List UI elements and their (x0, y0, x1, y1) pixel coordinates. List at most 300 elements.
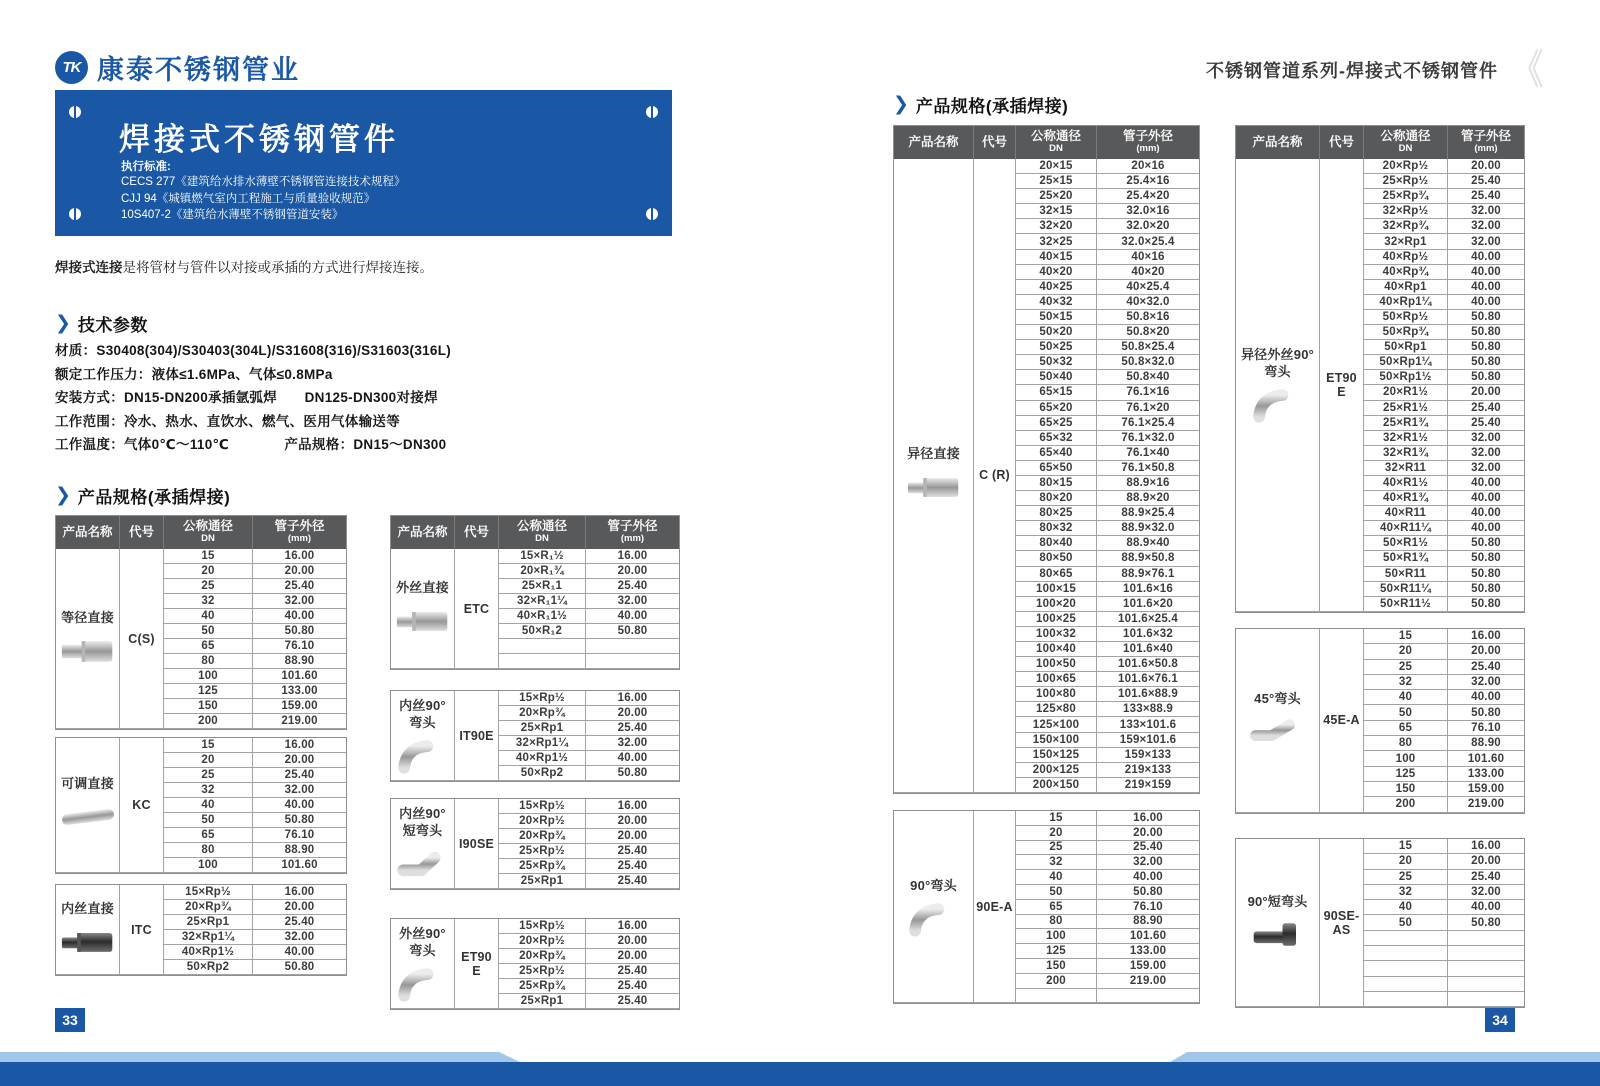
product-name-cell (894, 811, 974, 1003)
cell-od: 20.00 (586, 706, 679, 721)
cell-dn: 80×15 (1016, 476, 1097, 491)
cell-od: 101.6×40 (1097, 642, 1199, 657)
cell-od: 40.00 (1448, 521, 1524, 536)
product-name: 外丝90°弯头 (399, 926, 446, 958)
cell-od: 25.40 (1448, 660, 1524, 675)
cell-od: 133.00 (253, 684, 346, 699)
cell-od: 40.00 (1448, 295, 1524, 310)
cell-od: 20×16 (1097, 159, 1199, 174)
cell-dn: 80 (1016, 915, 1097, 930)
cell-dn: 50×Rp1¼ (1364, 355, 1448, 370)
cell-dn (1364, 961, 1448, 976)
cell-od: 25.40 (1448, 189, 1524, 204)
cell-dn: 100×80 (1016, 687, 1097, 702)
spec-table-equal-coupling (55, 515, 347, 730)
cell-dn: 150×100 (1016, 733, 1097, 748)
cell-dn: 100×65 (1016, 672, 1097, 687)
cell-od (586, 654, 679, 669)
spec-table-male-coupling (390, 515, 680, 670)
cell-od: 50.8×40 (1097, 370, 1199, 385)
col-header-od: 管子外径 (mm) (274, 519, 325, 545)
cell-dn: 40×Rp¾ (1364, 265, 1448, 280)
product-code: IT90E (455, 691, 499, 781)
cell-od: 25.40 (586, 579, 679, 594)
cell-dn: 25×R₁1 (499, 579, 586, 594)
product-photo (59, 924, 117, 960)
cell-od: 50.8×20 (1097, 325, 1199, 340)
cell-od: 133.00 (1448, 767, 1524, 782)
cell-od: 20.00 (586, 934, 679, 949)
cell-od: 40.00 (1448, 250, 1524, 265)
cell-od: 32.00 (1448, 219, 1524, 234)
cell-od: 88.90 (253, 654, 346, 669)
cell-od: 40.00 (1097, 870, 1199, 885)
cell-od: 50.80 (586, 624, 679, 639)
cell-dn: 50×20 (1016, 325, 1097, 340)
section-heading-text: 技术参数 (77, 316, 148, 335)
reducer-fitting-photo (905, 469, 963, 505)
product-name: 等径直接 (61, 609, 114, 625)
product-code: C(S) (120, 549, 164, 729)
col-header-od: 管子外径 (mm) (1460, 129, 1511, 155)
cell-dn: 50×32 (1016, 355, 1097, 370)
cell-dn: 50×40 (1016, 370, 1097, 385)
cell-od: 50.8×16 (1097, 310, 1199, 325)
cell-dn: 65×20 (1016, 401, 1097, 416)
coin-icon (646, 208, 658, 220)
tech-line: 材质：S30408(304)/S30403(304L)/S31608(316)/S31603(316L) (55, 343, 452, 358)
product-photo (59, 799, 117, 835)
cell-dn: 125 (1364, 767, 1448, 782)
cell-dn: 125 (164, 684, 253, 699)
cell-dn: 50×Rp1 (1364, 340, 1448, 355)
cell-od: 32.00 (586, 594, 679, 609)
cell-dn (1364, 946, 1448, 961)
cell-dn (499, 654, 586, 669)
cell-dn: 40×R₁1½ (499, 609, 586, 624)
product-photo (1249, 917, 1307, 953)
spec-table-female-elbow (390, 690, 680, 782)
cell-od: 32.0×20 (1097, 219, 1199, 234)
table-header-row (1236, 126, 1524, 159)
product-photo (394, 738, 452, 774)
standards-list (121, 174, 405, 224)
intro-rest: 是将管材与管件以对接或承插的方式进行焊接连接。 (122, 260, 433, 275)
cell-od: 76.10 (1448, 721, 1524, 736)
cell-dn: 25×Rp¾ (499, 979, 586, 994)
cell-dn: 50×R1½ (1364, 536, 1448, 551)
cell-od: 32.00 (1448, 675, 1524, 690)
cell-od: 20.00 (586, 829, 679, 844)
cell-od: 50.80 (1448, 340, 1524, 355)
cell-od: 50.80 (1448, 370, 1524, 385)
cell-dn: 80 (164, 654, 253, 669)
elbowShort-fitting-photo (394, 846, 452, 882)
cell-od: 133.00 (1097, 944, 1199, 959)
section-arrow-icon: ❯ (55, 313, 71, 334)
cell-od: 133×101.6 (1097, 717, 1199, 732)
cell-dn: 50 (164, 624, 253, 639)
cell-dn: 100 (1016, 929, 1097, 944)
intro-paragraph (55, 256, 433, 276)
cell-od: 16.00 (586, 799, 679, 814)
cell-od: 50.80 (1448, 915, 1524, 930)
cell-od: 40.00 (1448, 900, 1524, 915)
cell-dn: 25×Rp1 (164, 915, 253, 930)
section-heading-spec-left (55, 483, 230, 508)
product-code: 90E-A (974, 811, 1016, 1003)
cell-dn: 125×80 (1016, 702, 1097, 717)
cell-dn: 20×Rp¾ (164, 900, 253, 915)
cell-od: 219×159 (1097, 778, 1199, 793)
cell-od: 101.6×25.4 (1097, 612, 1199, 627)
cell-od: 101.60 (253, 669, 346, 684)
cell-od: 20.00 (586, 564, 679, 579)
cell-dn: 25×R1¾ (1364, 416, 1448, 431)
product-photo (905, 901, 963, 937)
col-header-code: 代号 (1320, 126, 1364, 159)
cell-dn: 50×R₁2 (499, 624, 586, 639)
coupling-fitting-photo (59, 633, 117, 669)
elbow90-fitting-photo (1249, 387, 1307, 423)
cell-od: 25.40 (586, 721, 679, 736)
cell-od: 25.40 (253, 579, 346, 594)
cell-dn: 50×Rp¾ (1364, 325, 1448, 340)
cell-dn: 32×Rp1¼ (164, 930, 253, 945)
section-heading-text: 产品规格(承插焊接) (77, 488, 231, 507)
product-name-cell (391, 691, 455, 781)
footer-band (0, 1062, 1600, 1086)
cell-dn: 20 (1016, 826, 1097, 841)
cell-dn: 40 (1016, 870, 1097, 885)
cell-dn: 200×125 (1016, 763, 1097, 778)
cell-dn: 25×Rp1 (499, 721, 586, 736)
cell-od: 16.00 (586, 691, 679, 706)
cell-od: 40.00 (1448, 265, 1524, 280)
cell-od: 20.00 (1097, 826, 1199, 841)
cell-dn: 40 (164, 609, 253, 624)
cell-od: 40.00 (586, 609, 679, 624)
cell-od: 40×16 (1097, 250, 1199, 265)
cell-od: 25.40 (586, 979, 679, 994)
cell-dn: 65×50 (1016, 461, 1097, 476)
cell-dn: 25×Rp½ (499, 844, 586, 859)
cell-od: 50.80 (1448, 567, 1524, 582)
reducer-fitting-photo (59, 924, 117, 960)
cell-od (1448, 961, 1524, 976)
cell-dn: 50×R11 (1364, 567, 1448, 582)
cell-od: 25.40 (586, 964, 679, 979)
cell-dn: 200 (1016, 974, 1097, 989)
elbow90-fitting-photo (394, 966, 452, 1002)
cell-dn: 40×R1½ (1364, 476, 1448, 491)
cell-dn: 50×25 (1016, 340, 1097, 355)
cell-dn: 65×25 (1016, 416, 1097, 431)
cell-od: 25.4×20 (1097, 189, 1199, 204)
cell-od: 25.4×16 (1097, 174, 1199, 189)
product-code: 45E-A (1320, 629, 1364, 813)
cell-dn: 15×R₁½ (499, 549, 586, 564)
cell-dn: 150 (1364, 782, 1448, 797)
cell-od: 50.8×25.4 (1097, 340, 1199, 355)
product-name: 异径外丝90°弯头 (1240, 347, 1315, 380)
cell-dn: 40×Rp1½ (164, 945, 253, 960)
title-banner (55, 90, 672, 236)
cell-dn: 20 (1364, 644, 1448, 659)
cell-od: 40.00 (253, 798, 346, 813)
cell-od: 32.00 (1448, 234, 1524, 249)
cell-dn: 20×15 (1016, 159, 1097, 174)
cell-od: 16.00 (1448, 839, 1524, 854)
col-header-dn: 公称通径 DN (164, 516, 253, 549)
cell-dn: 20 (164, 753, 253, 768)
col-header-od: 管子外径 (mm) (1122, 129, 1173, 155)
cell-od (1448, 931, 1524, 946)
cell-od: 20.00 (1448, 644, 1524, 659)
product-name-cell (391, 799, 455, 889)
col-header-name: 产品名称 (391, 516, 455, 549)
cell-od: 50.80 (253, 960, 346, 975)
product-code: I90SE (455, 799, 499, 889)
cell-od: 20.00 (253, 753, 346, 768)
standard-line: CECS 277《建筑给水排水薄壁不锈钢管连接技术规程》 (121, 176, 406, 188)
cell-od: 40.00 (1448, 476, 1524, 491)
cell-od: 16.00 (586, 919, 679, 934)
cell-dn: 200 (164, 714, 253, 729)
tech-parameters (55, 339, 451, 457)
spec-table-90-short-elbow (1235, 838, 1525, 1008)
cell-dn: 32 (1364, 675, 1448, 690)
cell-od: 219.00 (253, 714, 346, 729)
cell-od: 88.90 (1097, 915, 1199, 930)
col-header-od: 管子外径 (mm) (607, 519, 658, 545)
cell-dn: 50×15 (1016, 310, 1097, 325)
product-code: ET90E (455, 919, 499, 1009)
coin-icon (69, 106, 81, 118)
cell-dn: 50×R11¼ (1364, 582, 1448, 597)
cell-dn: 40×25 (1016, 280, 1097, 295)
cell-dn: 25 (1364, 870, 1448, 885)
product-photo (394, 966, 452, 1002)
cell-od: 32.00 (1448, 431, 1524, 446)
cell-od: 76.10 (253, 639, 346, 654)
cell-od: 32.00 (1448, 461, 1524, 476)
cell-dn: 100×50 (1016, 657, 1097, 672)
cell-dn: 15×Rp½ (164, 885, 253, 900)
cell-dn: 15×Rp½ (499, 799, 586, 814)
cell-od: 20.00 (253, 900, 346, 915)
cell-od: 50.80 (1448, 551, 1524, 566)
product-name: 内丝90°弯头 (399, 698, 446, 730)
cell-od: 40.00 (586, 751, 679, 766)
cell-od: 25.40 (1448, 870, 1524, 885)
cell-od: 101.6×16 (1097, 582, 1199, 597)
cell-od: 88.90 (253, 843, 346, 858)
cell-dn: 125×100 (1016, 717, 1097, 732)
cell-od: 32.0×25.4 (1097, 234, 1199, 249)
standard-line: CJJ 94《城镇燃气室内工程施工与质量验收规范》 (121, 192, 376, 205)
cell-dn: 50×Rp½ (1364, 310, 1448, 325)
cell-od: 88.9×25.4 (1097, 506, 1199, 521)
product-name: 内丝90°短弯头 (399, 806, 446, 838)
elbow90-fitting-photo (394, 738, 452, 774)
product-name: 可调直接 (61, 776, 114, 791)
cell-dn: 32×R1¾ (1364, 446, 1448, 461)
cell-od: 50.80 (1448, 536, 1524, 551)
reducer-fitting-photo (394, 603, 452, 639)
product-photo (905, 469, 963, 505)
cell-dn: 32×Rp1 (1364, 234, 1448, 249)
product-name-cell (56, 885, 120, 975)
cell-dn: 50 (1016, 885, 1097, 900)
cell-od: 50.80 (1448, 310, 1524, 325)
section-arrow-icon: ❯ (55, 485, 71, 506)
spec-table-female-short-elbow (390, 798, 680, 890)
table-header-row (894, 126, 1199, 159)
col-header-code: 代号 (974, 126, 1016, 159)
tech-line: 安装方式：DN15-DN200承插氩弧焊 DN125-DN300对接焊 (55, 390, 438, 405)
product-name: 90°短弯头 (1247, 893, 1308, 909)
cell-dn: 100×32 (1016, 627, 1097, 642)
cell-dn: 15 (1016, 811, 1097, 826)
elbow90-fitting-photo (905, 901, 963, 937)
cell-od: 40.00 (1448, 690, 1524, 705)
cell-dn: 25×Rp½ (499, 964, 586, 979)
cell-dn: 32 (1016, 855, 1097, 870)
cell-dn: 40×15 (1016, 250, 1097, 265)
cell-dn: 40×Rp1 (1364, 280, 1448, 295)
col-header-name: 产品名称 (1236, 126, 1320, 159)
spec-table-male-elbow (390, 918, 680, 1010)
cell-od: 88.9×20 (1097, 491, 1199, 506)
product-name-cell (56, 549, 120, 729)
section-heading-text: 产品规格(承插焊接) (915, 97, 1069, 116)
cell-dn: 100×25 (1016, 612, 1097, 627)
cell-dn: 25×Rp½ (1364, 174, 1448, 189)
cell-dn: 32×25 (1016, 234, 1097, 249)
spec-table-90-elbow (893, 810, 1200, 1004)
pipe-fitting-photo (59, 799, 117, 835)
cell-od: 32.00 (253, 594, 346, 609)
cell-dn: 100×15 (1016, 582, 1097, 597)
cell-od: 20.00 (1448, 854, 1524, 869)
cell-dn: 150 (164, 699, 253, 714)
product-code: C (R) (974, 159, 1016, 793)
coin-icon (69, 208, 81, 220)
cell-dn: 125 (1016, 944, 1097, 959)
cell-dn: 32×Rp¾ (1364, 219, 1448, 234)
cell-dn: 50×Rp2 (499, 766, 586, 781)
brand-logo (55, 48, 300, 87)
cell-od: 159.00 (1448, 782, 1524, 797)
spec-table-45-elbow (1235, 628, 1525, 814)
cell-od: 25.40 (1097, 841, 1199, 856)
cell-dn: 32×R11 (1364, 461, 1448, 476)
product-code: ET90E (1320, 159, 1364, 612)
cell-dn: 32×R1½ (1364, 431, 1448, 446)
cell-dn: 200 (1364, 797, 1448, 812)
col-header-name: 产品名称 (894, 126, 974, 159)
cell-dn: 20×Rp¾ (499, 829, 586, 844)
cell-dn: 40×Rp1½ (499, 751, 586, 766)
product-photo (1249, 387, 1307, 423)
cell-od: 25.40 (586, 874, 679, 889)
cell-od: 32.00 (253, 783, 346, 798)
cell-od: 133×88.9 (1097, 702, 1199, 717)
cell-od: 32.00 (1448, 204, 1524, 219)
cell-dn: 200×150 (1016, 778, 1097, 793)
product-name: 异径直接 (907, 446, 960, 462)
cell-od: 219.00 (1448, 797, 1524, 812)
cell-dn: 20×Rp¾ (499, 706, 586, 721)
cell-od: 50.80 (253, 813, 346, 828)
cell-od: 16.00 (1097, 811, 1199, 826)
col-header-code: 代号 (455, 516, 499, 549)
cell-od: 159×133 (1097, 748, 1199, 763)
cell-dn: 100×20 (1016, 597, 1097, 612)
spec-table-adjustable-coupling (55, 737, 347, 874)
cell-od: 50.80 (1448, 355, 1524, 370)
cell-dn: 80 (1364, 736, 1448, 751)
product-name-cell (56, 738, 120, 873)
cell-od: 50.8×32.0 (1097, 355, 1199, 370)
product-name-cell (1236, 839, 1320, 1007)
cell-od: 88.9×40 (1097, 536, 1199, 551)
cell-od: 50.80 (1448, 705, 1524, 720)
cell-od: 20.00 (1448, 159, 1524, 174)
cell-od (1448, 992, 1524, 1007)
cell-dn: 40 (164, 798, 253, 813)
cell-dn: 150 (1016, 959, 1097, 974)
cell-od: 25.40 (586, 994, 679, 1009)
cell-od: 101.6×88.9 (1097, 687, 1199, 702)
cell-dn: 25×Rp1 (499, 994, 586, 1009)
page-number-right: 34 (1485, 1008, 1515, 1032)
product-photo (394, 846, 452, 882)
cell-dn (1016, 989, 1097, 1004)
cell-od: 101.6×20 (1097, 597, 1199, 612)
cell-od: 40.00 (253, 609, 346, 624)
cell-od: 159.00 (1097, 959, 1199, 974)
cell-dn: 40 (1364, 690, 1448, 705)
cell-dn: 80×32 (1016, 521, 1097, 536)
cell-od: 40×20 (1097, 265, 1199, 280)
cell-od: 76.1×20 (1097, 401, 1199, 416)
cell-dn: 32×Rp1¼ (499, 736, 586, 751)
tech-line: 工作范围：冷水、热水、直饮水、燃气、医用气体输送等 (55, 413, 400, 429)
cell-dn: 25×15 (1016, 174, 1097, 189)
product-name: 45°弯头 (1254, 691, 1301, 707)
cell-dn: 20×R₁¾ (499, 564, 586, 579)
section-heading-spec-right (893, 92, 1068, 117)
cell-od: 40.00 (1448, 506, 1524, 521)
col-header-code: 代号 (120, 516, 164, 549)
cell-od: 76.10 (253, 828, 346, 843)
cell-dn: 32×15 (1016, 204, 1097, 219)
cell-od (1097, 989, 1199, 1004)
cell-dn (499, 639, 586, 654)
tech-line: 工作温度：气体0℃～110℃ 产品规格：DN15～DN300 (55, 437, 447, 452)
spec-table-reducing-male-elbow (1235, 125, 1525, 613)
product-name-cell (1236, 629, 1320, 813)
cell-dn: 40×20 (1016, 265, 1097, 280)
col-header-dn: 公称通径 DN (1364, 126, 1448, 159)
cell-od: 101.60 (253, 858, 346, 873)
cell-dn: 100×40 (1016, 642, 1097, 657)
tech-line: 额定工作压力：液体≤1.6MPa、气体≤0.8MPa (55, 366, 333, 382)
cell-od: 25.40 (1448, 416, 1524, 431)
cell-dn: 80×25 (1016, 506, 1097, 521)
